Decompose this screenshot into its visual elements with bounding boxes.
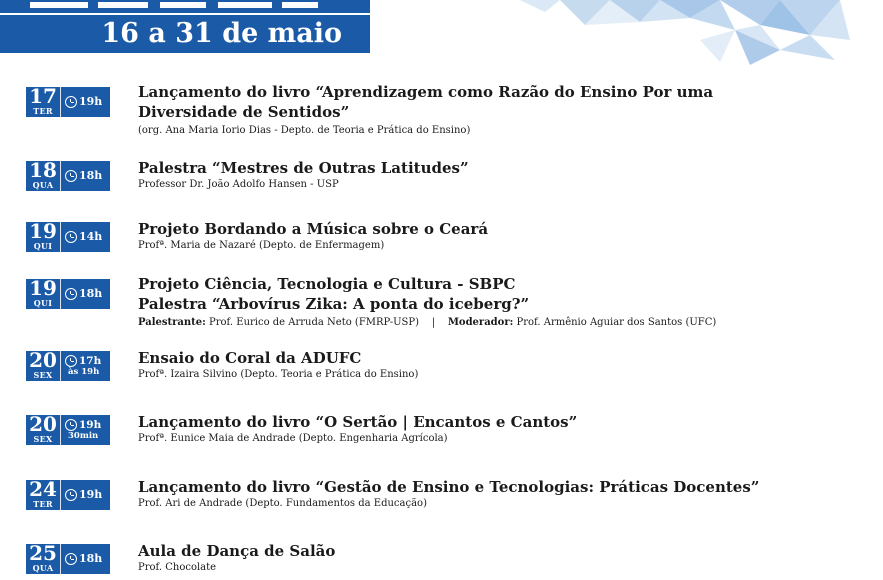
speaker-name: Prof. Eurico de Arruda Neto (FMRP-USP) <box>209 317 420 328</box>
day-number: 20 <box>29 412 57 436</box>
date-badge <box>26 219 110 252</box>
event-subtitle: (org. Ana Maria Iorio Dias - Depto. de Teoria e Prática do Ensino) <box>138 125 471 136</box>
event-subtitle: Professor Dr. João Adolfo Hansen - USP <box>138 179 339 190</box>
date-range-text: 16 a 31 de maio <box>101 18 342 49</box>
day-number: 19 <box>29 276 57 300</box>
credits-separator: | <box>431 317 436 328</box>
date-badge <box>26 276 110 309</box>
weekday-label: SEX <box>33 434 53 444</box>
clock-icon <box>65 170 77 182</box>
weekday-label: SEX <box>33 370 53 380</box>
speaker-label: Palestrante: <box>138 317 206 328</box>
day-number: 25 <box>29 541 57 565</box>
event-subtitle: Profª. Eunice Maia de Andrade (Depto. Engenharia Agrícola) <box>138 433 448 444</box>
date-badge <box>26 541 110 574</box>
event-time-end: às 19h <box>68 366 100 377</box>
clock-icon <box>65 419 77 431</box>
event-title-line: Ensaio do Coral da ADUFC <box>138 349 362 367</box>
event-time-duration: 30min <box>68 430 99 441</box>
clock-icon <box>65 553 77 565</box>
event-title-line: Lançamento do livro “O Sertão | Encantos e Cantos” <box>138 413 578 431</box>
event-title-line: Diversidade de Sentidos” <box>138 103 350 121</box>
event-time-start: 19h <box>79 418 102 431</box>
event-time: 18h <box>79 287 103 300</box>
date-badge <box>26 412 110 445</box>
clock-icon <box>65 489 77 501</box>
clock-icon <box>65 231 77 243</box>
event-title-line: Projeto Ciência, Tecnologia e Cultura - SBPC <box>138 275 516 293</box>
day-number: 19 <box>29 219 57 243</box>
weekday-label: QUA <box>32 180 54 190</box>
event-subtitle: Profª. Maria de Nazaré (Depto. de Enfermagem) <box>138 240 385 251</box>
weekday-label: QUI <box>33 241 53 251</box>
clock-icon <box>65 288 77 300</box>
date-badge <box>26 348 110 381</box>
event-time: 19h <box>79 488 103 501</box>
day-number: 24 <box>29 477 57 501</box>
event-credits <box>138 316 858 329</box>
event-title-line: Aula de Dança de Salão <box>138 542 336 560</box>
event-subtitle: Profª. Izaira Silvino (Depto. Teoria e Prática do Ensino) <box>138 369 419 380</box>
date-badge <box>26 477 110 510</box>
event-title-line: Palestra “Arbovírus Zika: A ponta do iceberg?” <box>138 295 530 313</box>
day-number: 17 <box>29 84 57 108</box>
cropped-title-lettering <box>0 2 370 13</box>
day-number: 20 <box>29 348 57 372</box>
date-range-banner <box>0 15 370 53</box>
date-badge <box>26 158 110 191</box>
moderator-name: Prof. Armênio Aguiar dos Santos (UFC) <box>516 317 717 328</box>
moderator-label: Moderador: <box>447 317 514 328</box>
event-title-line: Lançamento do livro “Aprendizagem como Razão do Ensino Por uma <box>138 83 714 101</box>
weekday-label: QUA <box>32 563 54 573</box>
event-title-line: Lançamento do livro “Gestão de Ensino e Tecnologias: Práticas Docentes” <box>138 478 760 496</box>
clock-icon <box>65 96 77 108</box>
event-time: 18h <box>79 169 103 182</box>
weekday-label: TER <box>33 499 53 509</box>
event-time: 18h <box>79 552 103 565</box>
event-time: 19h <box>79 95 103 108</box>
event-time-start: 17h <box>79 354 102 367</box>
date-badge <box>26 84 110 117</box>
day-number: 18 <box>29 158 57 182</box>
event-subtitle: Prof. Chocolate <box>138 562 217 573</box>
weekday-label: QUI <box>33 298 53 308</box>
clock-icon <box>65 355 77 367</box>
weekday-label: TER <box>33 106 53 116</box>
event-title-line: Palestra “Mestres de Outras Latitudes” <box>138 159 469 177</box>
title-band-remnant <box>0 0 370 13</box>
event-time: 14h <box>79 230 103 243</box>
event-subtitle: Prof. Ari de Andrade (Depto. Fundamentos da Educação) <box>138 498 427 509</box>
event-title-line: Projeto Bordando a Música sobre o Ceará <box>138 220 489 238</box>
